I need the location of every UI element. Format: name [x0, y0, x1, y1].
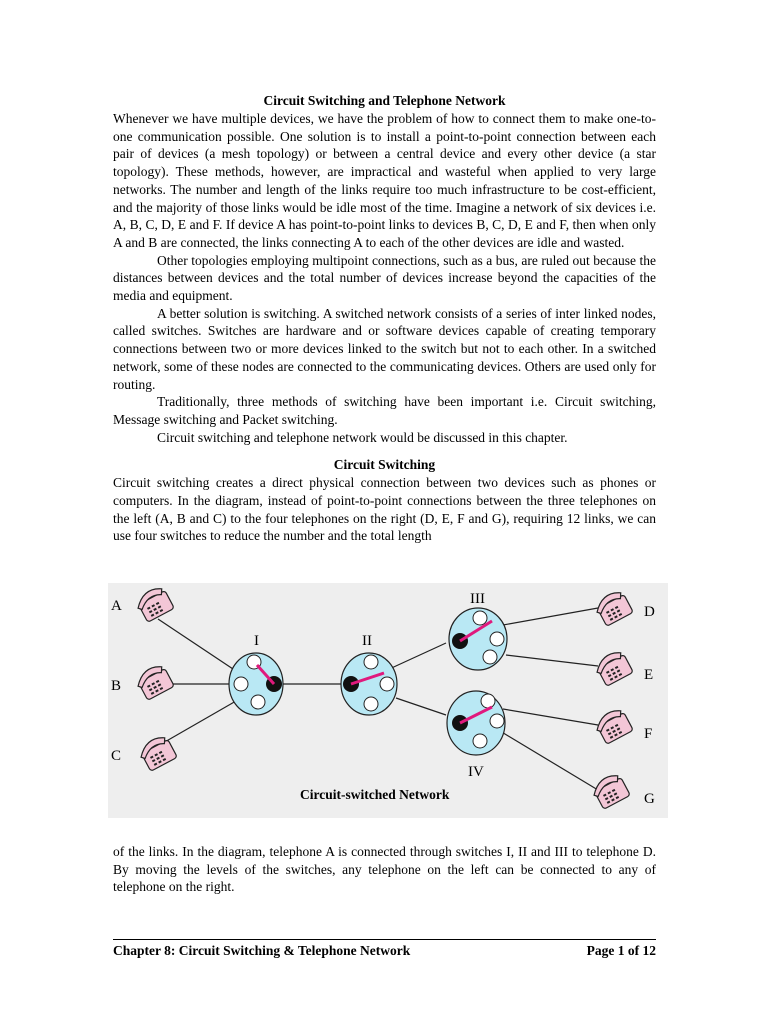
- paragraph-chapter-scope: Circuit switching and telephone network would be discussed in this chapter.: [157, 429, 568, 445]
- paragraph-methods: Traditionally, three methods of switching have been important i.e. Circuit switching, Message switching and Packet switching.: [113, 394, 656, 427]
- footer-chapter: Chapter 8: Circuit Switching & Telephone Network: [113, 943, 411, 958]
- switch-label-ii: II: [362, 633, 372, 649]
- phone-label-f: F: [644, 726, 653, 742]
- paragraph-circuit-switching: Circuit switching creates a direct physical connection between two devices such as phones or computers. In the diagram, instead of point-to-point connections between the three telephones on the left (A, B and C) to the four telephones on the right (D, E, F and G), requiring 12 links, we can use four switches to reduce the number and the total length: [113, 475, 656, 544]
- circuit-switched-network-diagram: [108, 583, 668, 818]
- main-content: [113, 92, 656, 545]
- phone-label-g: G: [644, 791, 655, 807]
- phone-label-e: E: [644, 667, 654, 683]
- paragraph-topologies: Other topologies employing multipoint connections, such as a bus, are ruled out because the distances between devices and the total number of devices increase beyond the capacities of the media and equipment.: [113, 252, 656, 304]
- switch-i: [229, 653, 283, 715]
- paragraph-diagram-explanation: of the links. In the diagram, telephone A is connected through switches I, II and III to telephone D. By moving the levels of the switches, any telephone on the left can be connected to any of telephone on the right.: [113, 844, 656, 895]
- switch-iv: [447, 691, 505, 755]
- phone-label-b: B: [111, 678, 122, 694]
- paragraph-intro: Whenever we have multiple devices, we have the problem of how to connect them to make one-to-one communication possible. One solution is to install a point-to-point connection between each pair of devices (a mesh topology) or between a central device and every other device (a star topology). These methods, however, are impractical and wasteful when applied to very large networks. The number and length of the links require too much infrastructure to be cost-efficient, and the majority of those links would be idle most of the time. Imagine a network of six devices i.e. A, B, C, D, E and F. If device A has point-to-point links to devices B, C, D, E and F, then when only A and B are connected, the links connecting A to each of the other devices are idle and wasted.: [113, 111, 656, 250]
- figure-caption: Circuit-switched Network: [300, 787, 450, 802]
- paragraph-switching: A better solution is switching. A switched network consists of a series of inter linked nodes, called switches. Switches are hardware and or software devices capable of creating temporary connections between two or more devices linked to the switch but not to each other. In a switched network, some of these nodes are connected to the communicating devices. Others are used only for routing.: [113, 305, 656, 392]
- after-figure-content: [113, 843, 656, 896]
- switch-ii: [341, 653, 397, 715]
- footer-page-number: Page 1 of 12: [586, 943, 656, 958]
- switch-label-iii: III: [470, 591, 485, 607]
- phone-label-c: C: [111, 748, 122, 764]
- page-footer: [113, 939, 656, 959]
- switch-iii: [449, 608, 507, 670]
- phone-label-d: D: [644, 604, 655, 620]
- document-title: Circuit Switching and Telephone Network: [263, 93, 506, 108]
- switch-label-iv: IV: [468, 764, 484, 780]
- switch-label-i: I: [254, 633, 259, 649]
- phone-label-a: A: [111, 598, 122, 614]
- section-heading: Circuit Switching: [333, 457, 436, 473]
